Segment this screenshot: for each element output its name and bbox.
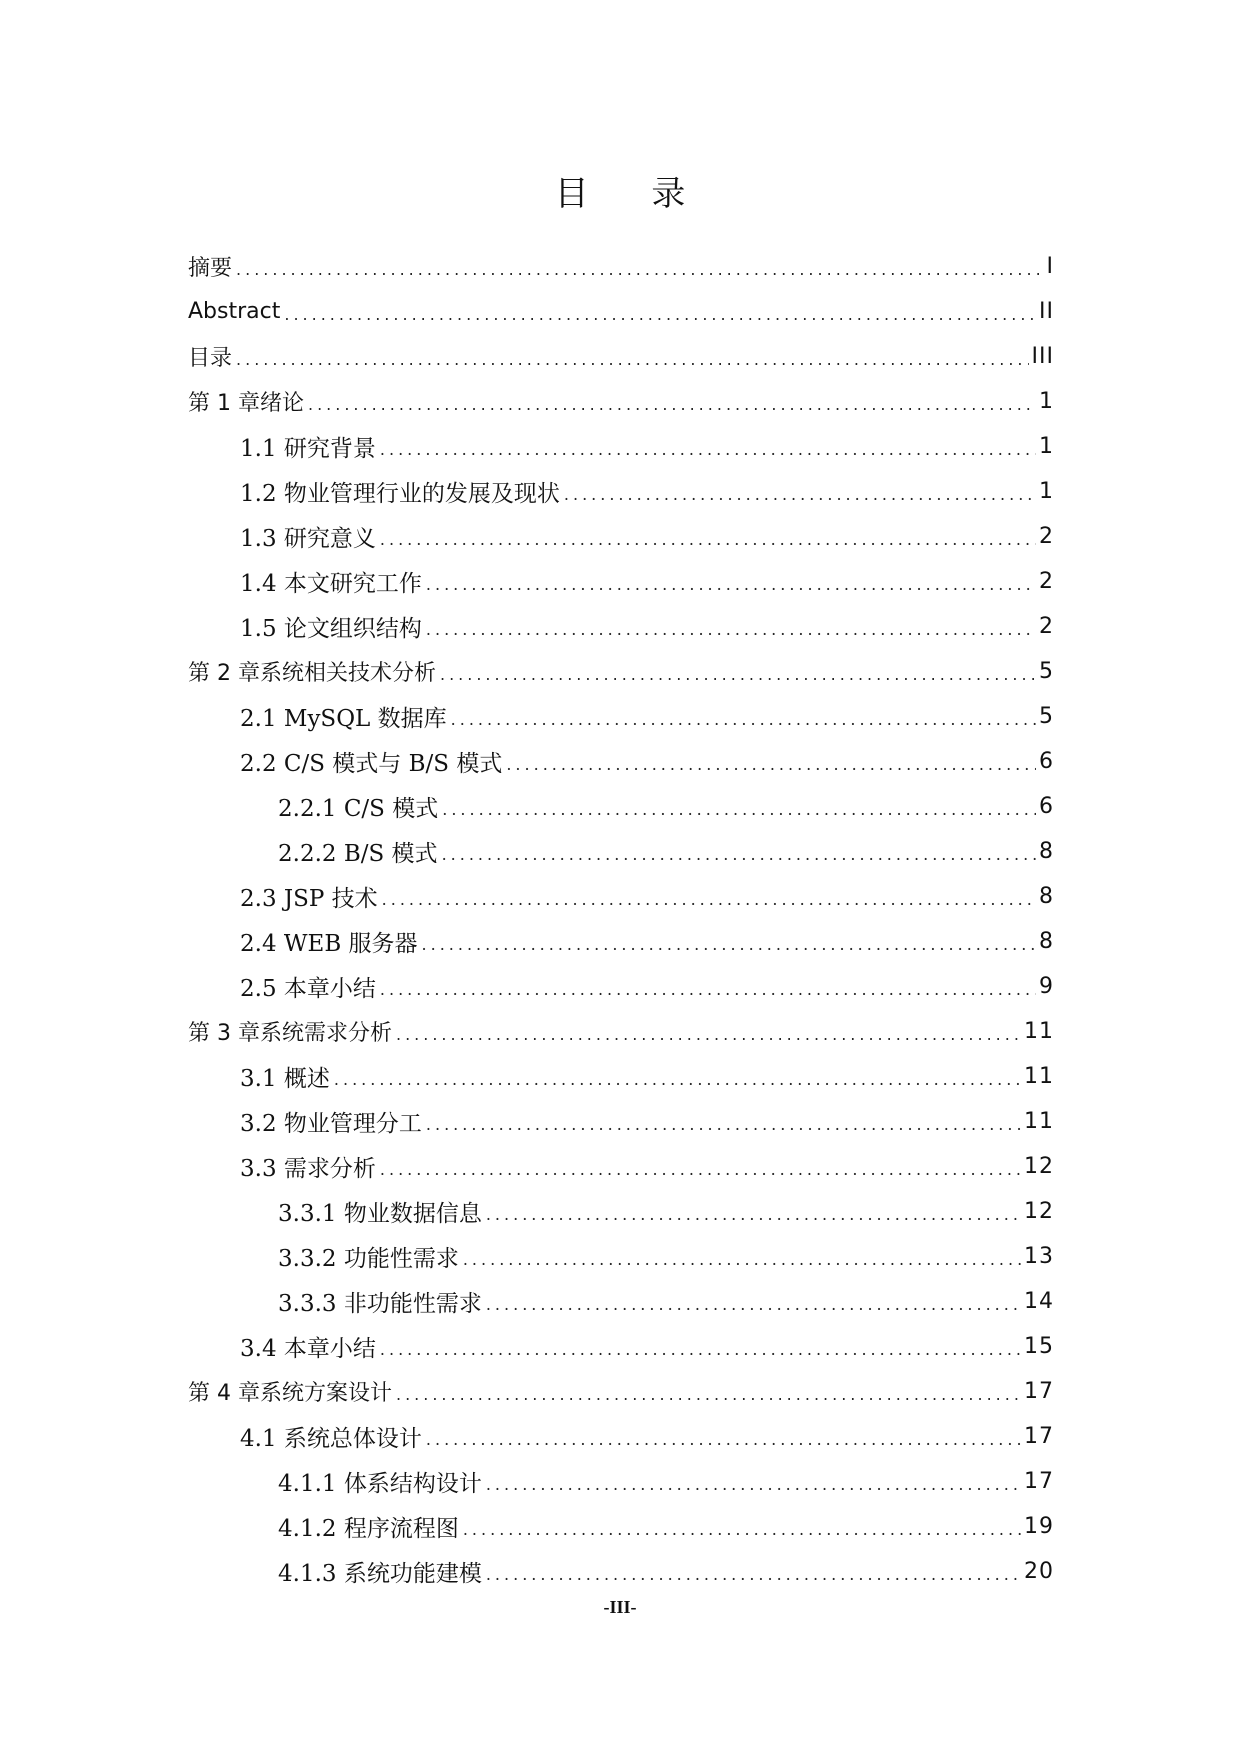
toc-entry-label: 1.3 研究意义 — [240, 526, 376, 552]
toc-dot-leader — [564, 485, 1036, 504]
toc-entry[interactable] — [188, 829, 1054, 874]
toc-entry-page: 13 — [1024, 1244, 1054, 1269]
toc-entry-page: II — [1039, 299, 1054, 324]
toc-entry-page: 20 — [1024, 1559, 1054, 1584]
toc-entry[interactable] — [188, 739, 1054, 784]
toc-entry[interactable] — [188, 1009, 1054, 1054]
toc-dot-leader — [396, 1385, 1021, 1404]
toc-entry-page: 11 — [1024, 1064, 1054, 1089]
toc-entry-page: 14 — [1024, 1289, 1054, 1314]
toc-dot-leader — [463, 1250, 1021, 1269]
toc-entry-page: 1 — [1039, 434, 1054, 459]
toc-dot-leader — [442, 800, 1036, 819]
toc-entry-page: 12 — [1024, 1154, 1054, 1179]
toc-dot-leader — [334, 1070, 1021, 1089]
toc-entry-page: 2 — [1039, 524, 1054, 549]
toc-dot-leader — [308, 395, 1036, 414]
toc-entry-label: 第 3 章系统需求分析 — [188, 1021, 392, 1046]
toc-dot-leader — [380, 440, 1036, 459]
toc-dot-leader — [422, 935, 1036, 954]
toc-entry[interactable] — [188, 244, 1054, 289]
page-number: -III- — [603, 1597, 637, 1617]
toc-entry[interactable] — [188, 1414, 1054, 1459]
toc-dot-leader — [284, 305, 1036, 324]
toc-entry-page: 2 — [1039, 614, 1054, 639]
toc-entry-label: 1.4 本文研究工作 — [240, 571, 422, 597]
toc-entry[interactable] — [188, 1099, 1054, 1144]
toc-entry-label: 2.2.1 C/S 模式 — [278, 796, 439, 822]
toc-entry-label: 4.1.2 程序流程图 — [278, 1516, 459, 1542]
toc-entry-page: 11 — [1024, 1019, 1054, 1044]
toc-entry[interactable] — [188, 919, 1054, 964]
toc-entry-label: 3.3.3 非功能性需求 — [278, 1291, 482, 1317]
toc-dot-leader — [486, 1475, 1021, 1494]
toc-entry-label: 4.1.1 体系结构设计 — [278, 1471, 482, 1497]
toc-entry-label: 2.2.2 B/S 模式 — [278, 841, 438, 867]
toc-entry-label: 3.4 本章小结 — [240, 1336, 376, 1362]
toc-entry-label: 3.3.1 物业数据信息 — [278, 1201, 482, 1227]
toc-entry-label: 第 2 章系统相关技术分析 — [188, 661, 436, 686]
toc-entry[interactable] — [188, 649, 1054, 694]
toc-entry[interactable] — [188, 1144, 1054, 1189]
toc-dot-leader — [486, 1295, 1021, 1314]
toc-entry[interactable] — [188, 784, 1054, 829]
toc-dot-leader — [426, 575, 1036, 594]
toc-entry[interactable] — [188, 694, 1054, 739]
toc-dot-leader — [396, 1025, 1021, 1044]
toc-entry-label: 4.1 系统总体设计 — [240, 1426, 422, 1452]
toc-entry[interactable] — [188, 604, 1054, 649]
toc-dot-leader — [380, 1160, 1021, 1179]
toc-entry[interactable] — [188, 289, 1054, 334]
toc-entry[interactable] — [188, 1054, 1054, 1099]
toc-entry[interactable] — [188, 874, 1054, 919]
toc-title: 目 录 — [554, 174, 712, 214]
toc-entry-page: 8 — [1039, 884, 1054, 909]
toc-entry-label: 目录 — [188, 346, 233, 371]
toc-dot-leader — [380, 1340, 1021, 1359]
toc-dot-leader — [236, 350, 1029, 369]
toc-dot-leader — [463, 1520, 1021, 1539]
toc-dot-leader — [486, 1565, 1021, 1584]
toc-dot-leader — [382, 890, 1036, 909]
toc-entry[interactable] — [188, 1459, 1054, 1504]
toc-entry-label: 4.1.3 系统功能建模 — [278, 1561, 482, 1587]
toc-entry-page: 8 — [1039, 839, 1054, 864]
toc-entry-page: 5 — [1039, 704, 1054, 729]
toc-entry-label: 2.3 JSP 技术 — [240, 886, 378, 912]
toc-dot-leader — [442, 845, 1036, 864]
toc-dot-leader — [236, 260, 1043, 279]
toc-entry-page: 15 — [1024, 1334, 1054, 1359]
toc-entry[interactable] — [188, 1189, 1054, 1234]
toc-entry[interactable] — [188, 514, 1054, 559]
toc-entry-page: 2 — [1039, 569, 1054, 594]
toc-entry-label: 2.5 本章小结 — [240, 976, 376, 1002]
toc-entry-page: 1 — [1039, 479, 1054, 504]
toc-entry-label: Abstract — [188, 299, 281, 324]
toc-entry[interactable] — [188, 1324, 1054, 1369]
toc-entry-page: 6 — [1039, 749, 1054, 774]
toc-entry[interactable] — [188, 469, 1054, 514]
toc-entry-label: 2.1 MySQL 数据库 — [240, 706, 447, 732]
toc-dot-leader — [506, 755, 1036, 774]
toc-dot-leader — [380, 980, 1036, 999]
toc-entry-label: 3.2 物业管理分工 — [240, 1111, 422, 1137]
toc-entry[interactable] — [188, 559, 1054, 604]
toc-entry-page: III — [1031, 344, 1054, 369]
toc-entry[interactable] — [188, 334, 1054, 379]
toc-entry-page: 6 — [1039, 794, 1054, 819]
toc-entry[interactable] — [188, 1369, 1054, 1414]
toc-entry-page: 17 — [1024, 1424, 1054, 1449]
toc-entry-label: 3.1 概述 — [240, 1066, 330, 1092]
toc-entry-label: 3.3 需求分析 — [240, 1156, 376, 1182]
toc-entry-page: 12 — [1024, 1199, 1054, 1224]
table-of-contents — [188, 244, 1054, 1594]
toc-entry-label: 1.5 论文组织结构 — [240, 616, 422, 642]
toc-entry-label: 第 1 章绪论 — [188, 391, 304, 416]
toc-dot-leader — [426, 620, 1036, 639]
toc-entry[interactable] — [188, 1504, 1054, 1549]
toc-dot-leader — [426, 1115, 1021, 1134]
toc-entry[interactable] — [188, 964, 1054, 1009]
toc-entry-page: 19 — [1024, 1514, 1054, 1539]
toc-dot-leader — [426, 1430, 1021, 1449]
toc-dot-leader — [440, 665, 1036, 684]
toc-entry-page: 5 — [1039, 659, 1054, 684]
toc-entry-page: 17 — [1024, 1469, 1054, 1494]
toc-entry[interactable] — [188, 1279, 1054, 1324]
toc-dot-leader — [451, 710, 1036, 729]
toc-entry-label: 2.4 WEB 服务器 — [240, 931, 418, 957]
toc-entry-page: I — [1046, 254, 1054, 279]
toc-entry-page: 11 — [1024, 1109, 1054, 1134]
toc-entry[interactable] — [188, 424, 1054, 469]
toc-entry[interactable] — [188, 1549, 1054, 1594]
toc-entry-label: 1.1 研究背景 — [240, 436, 376, 462]
toc-dot-leader — [486, 1205, 1021, 1224]
toc-entry[interactable] — [188, 1234, 1054, 1279]
toc-entry[interactable] — [188, 379, 1054, 424]
toc-entry-page: 8 — [1039, 929, 1054, 954]
toc-entry-label: 1.2 物业管理行业的发展及现状 — [240, 481, 560, 507]
toc-entry-label: 摘要 — [188, 256, 233, 281]
toc-entry-page: 9 — [1039, 974, 1054, 999]
toc-entry-page: 17 — [1024, 1379, 1054, 1404]
toc-entry-label: 2.2 C/S 模式与 B/S 模式 — [240, 751, 503, 777]
toc-entry-page: 1 — [1039, 389, 1054, 414]
toc-entry-label: 第 4 章系统方案设计 — [188, 1381, 392, 1406]
toc-dot-leader — [380, 530, 1036, 549]
toc-entry-label: 3.3.2 功能性需求 — [278, 1246, 459, 1272]
